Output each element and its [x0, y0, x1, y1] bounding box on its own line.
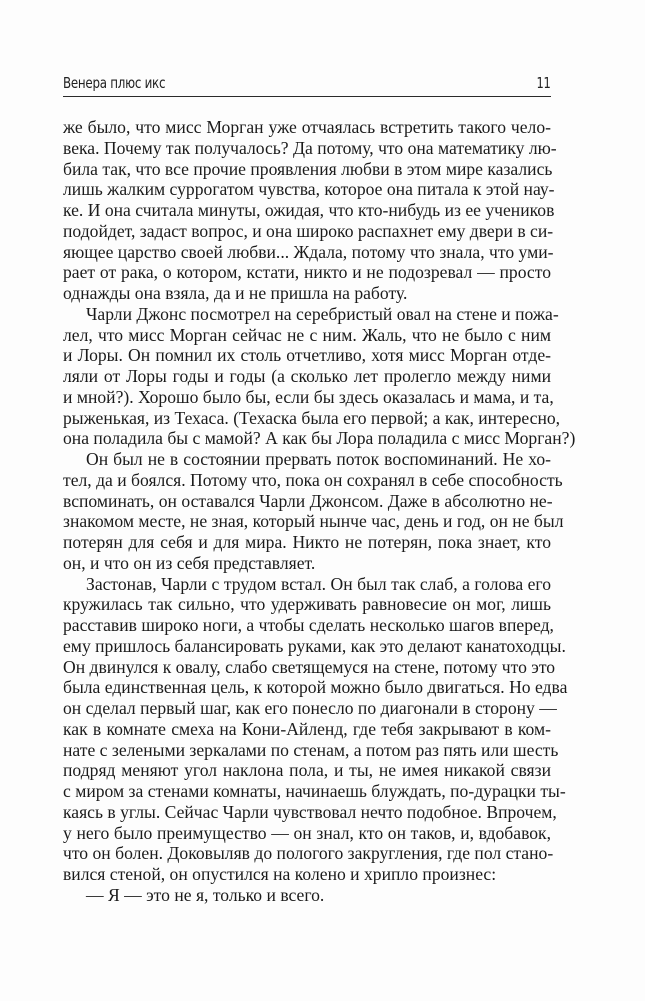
body-text	[63, 117, 576, 906]
text-line: расставив широко ноги, а чтобы сделать несколько шагов вперед,	[63, 615, 554, 635]
text-line: и мной?). Хорошо было бы, если бы здесь оказалась и мама, и та,	[63, 386, 554, 407]
text-line: подойдет, задаст вопрос, и она широко распахнет ему двери в си-	[63, 220, 554, 241]
text-line: Он двинулся к овалу, слабо светящемуся на стене, потому что это	[63, 656, 556, 677]
text-line: ке. И она считала минуты, ожидая, что кто-нибудь из ее учеников	[63, 200, 555, 220]
text-line: что он болен. Доковыляв до пологого закругления, где пол стано-	[63, 843, 554, 864]
text-line: Застонав, Чарли с трудом встал. Он был так слаб, а голова его	[86, 573, 551, 594]
text-line: кружилась так сильно, что удерживать равновесие он мог, лишь	[63, 594, 551, 615]
text-line: ему пришлось балансировать руками, как это делают канатоходцы.	[63, 635, 566, 656]
text-line: тел, да и боялся. Потому что, пока он сохранял в себе способность	[63, 469, 563, 490]
paragraph	[63, 449, 564, 574]
text-line: и Лоры. Он помнил их столь отчетливо, хотя мисс Морган отде-	[63, 345, 551, 366]
text-line: она поладила бы с мамой? А как бы Лора поладила с мисс Морган?)	[63, 428, 576, 449]
text-line: ляли от Лоры годы и годы (а сколько лет пролегло между ними	[63, 366, 551, 386]
text-line: лел, что мисс Морган сейчас не с ним. Жаль, что не было с ним	[63, 324, 551, 345]
text-line: как в комнате смеха на Кони-Айленд, где тебя закрывают в ком-	[63, 718, 551, 739]
text-line: с миром за стенами комнаты, начинаешь блуждать, по-дурацки ты-	[63, 781, 566, 801]
book-title: Венера плюс икс	[63, 74, 166, 92]
text-line: била так, что все прочие проявления любви в этом мире казались	[63, 158, 553, 179]
text-line: лишь жалким суррогатом чувства, которое она питала к этой нау-	[63, 179, 555, 200]
text-line: яющее царство своей любви... Ждала, потому что знала, что уми-	[63, 241, 554, 262]
text-line: знакомом месте, не зная, который нынче час, день и год, он не был	[63, 511, 564, 532]
text-line: он сделал первый шаг, как его понесло по диагонали в сторону —	[63, 698, 557, 718]
text-line: вспоминать, он оставался Чарли Джонсом. Даже в абсолютно не-	[63, 490, 553, 511]
text-line: однажды она взяла, да и не пришла на работу.	[63, 283, 408, 303]
text-line: у него было преимущество — он знал, кто он таков, и, вдобавок,	[63, 822, 551, 843]
page-number: 11	[536, 74, 551, 92]
paragraph	[63, 303, 576, 449]
text-line: нате с зелеными зеркалами по стенам, а потом раз пять или шесть	[63, 739, 559, 760]
text-line: рает от рака, о котором, кстати, никто и не подозревал — просто	[63, 262, 551, 283]
text-line: вился стеной, он опустился на колено и хрипло произнес:	[63, 864, 497, 884]
text-line: рыженькая, из Техаса. (Техаска была его первой; а как, интересно,	[63, 407, 561, 428]
text-line: же было, что мисс Морган уже отчаялась встретить такого чело-	[63, 117, 551, 137]
text-line: каясь в углы. Сейчас Чарли чувствовал нечто подобное. Впрочем,	[63, 801, 557, 822]
text-line: подряд меняют угол наклона пола, и ты, не имея никакой связи	[63, 760, 551, 781]
running-header	[63, 72, 551, 97]
text-line: потерян для себя и для мира. Никто не потерян, пока знает, кто	[63, 532, 551, 552]
paragraph	[63, 117, 557, 304]
text-line: Чарли Джонс посмотрел на серебристый овал на стене и пожа-	[86, 303, 559, 324]
text-line: была единственная цель, к которой можно было двигаться. Но едва	[63, 677, 568, 698]
text-line: Он был не в состоянии прервать поток воспоминаний. Не хо-	[86, 449, 551, 469]
paragraph	[63, 885, 551, 906]
text-line: он, и что он из себя представляет.	[63, 552, 316, 573]
text-line: века. Почему так получалось? Да потому, что она математику лю-	[63, 137, 557, 158]
paragraph	[63, 573, 568, 885]
dialogue-line: — Я — это не я, только и всего.	[86, 884, 325, 905]
